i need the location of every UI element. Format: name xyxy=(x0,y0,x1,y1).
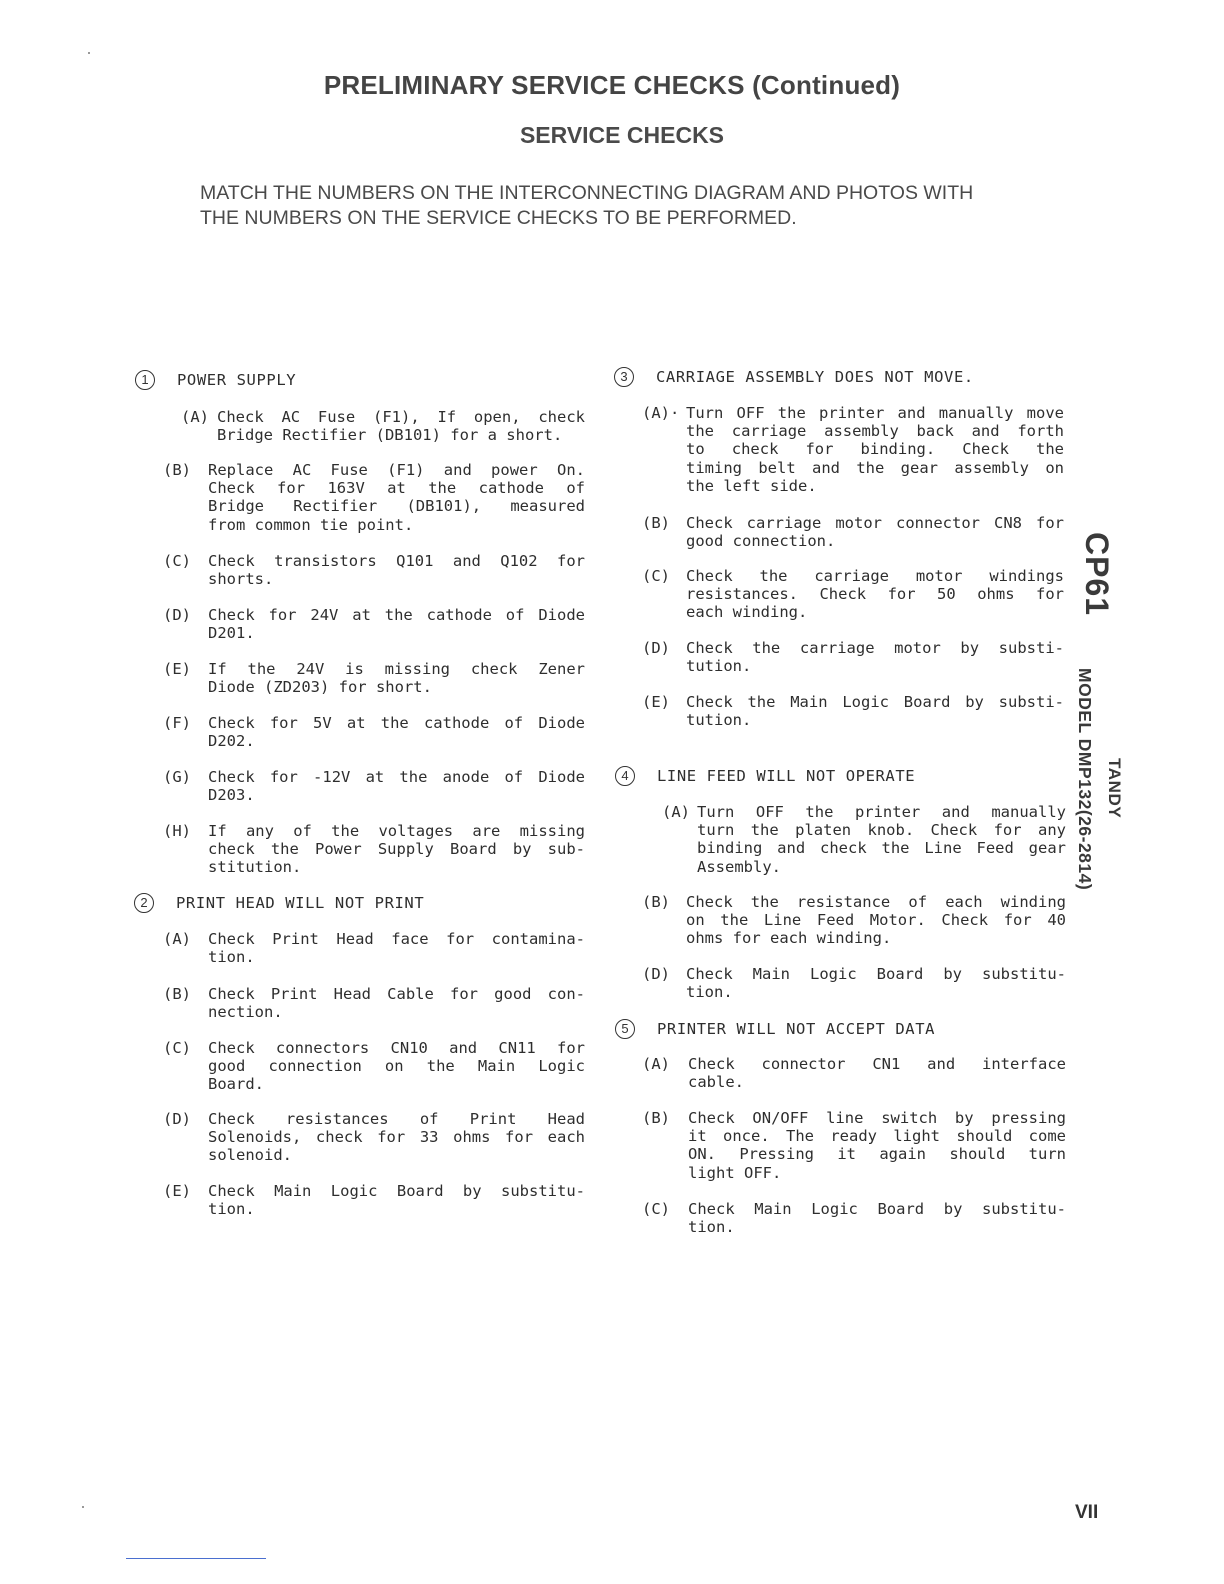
check-item-line: Check for 163V at the cathode of xyxy=(208,479,585,498)
side-brand-label: TANDY xyxy=(1105,758,1124,819)
check-item-line: binding and check the Line Feed gear xyxy=(697,839,1066,858)
check-item-text xyxy=(686,693,1064,729)
check-item-text xyxy=(208,461,585,534)
check-item-label: (A) xyxy=(181,408,209,426)
section-heading xyxy=(615,1019,935,1039)
section-number-badge: 1 xyxy=(135,370,155,390)
check-item-label: (A)· xyxy=(642,404,680,422)
check-item-line: check the Power Supply Board by sub- xyxy=(208,840,585,859)
page-number: VII xyxy=(1075,1502,1099,1523)
check-item-text xyxy=(686,404,1064,495)
check-item-line: stitution. xyxy=(208,858,302,877)
section-title: POWER SUPPLY xyxy=(177,370,297,389)
scan-speck xyxy=(88,52,90,54)
footer-rule xyxy=(126,1558,266,1559)
check-item-line: Check connector CN1 and interface xyxy=(688,1055,1066,1073)
check-item-text xyxy=(686,893,1066,948)
check-item-label: (A) xyxy=(662,803,690,821)
check-item-label: (A) xyxy=(163,930,191,948)
check-item-label: (D) xyxy=(642,639,670,657)
check-item-line: D202. xyxy=(208,732,255,751)
section-heading xyxy=(614,367,974,387)
check-item-label: (C) xyxy=(163,552,191,570)
check-item-line: solenoid. xyxy=(208,1146,292,1165)
scan-speck xyxy=(82,1506,84,1508)
check-item-label: (D) xyxy=(163,606,191,624)
check-item-line: to check for binding. Check the xyxy=(686,440,1064,459)
check-item-label: (B) xyxy=(163,461,191,479)
intro-line: MATCH THE NUMBERS ON THE INTERCONNECTING DIAGRAM AND PHOTOS WITH xyxy=(200,182,974,204)
check-item-line: If any of the voltages are missing xyxy=(208,822,585,840)
check-item-line: tion. xyxy=(688,1218,735,1237)
check-item-label: (A) xyxy=(642,1055,670,1073)
check-item-line: tution. xyxy=(686,657,752,676)
check-item-label: (F) xyxy=(163,714,191,732)
section-title: PRINT HEAD WILL NOT PRINT xyxy=(176,893,425,912)
check-item-line: Bridge Rectifier (DB101), measured xyxy=(208,497,585,516)
check-item-line: tution. xyxy=(686,711,752,730)
side-code-label: CP61 xyxy=(1079,532,1115,617)
check-item-line: Check connectors CN10 and CN11 for xyxy=(208,1039,585,1057)
check-item-label: (G) xyxy=(163,768,191,786)
check-item-line: Check transistors Q101 and Q102 for xyxy=(208,552,585,570)
check-item-text xyxy=(688,1055,1066,1091)
page-title: PRELIMINARY SERVICE CHECKS (Continued) xyxy=(323,70,901,100)
check-item-line: light OFF. xyxy=(688,1163,782,1182)
section-title: LINE FEED WILL NOT OPERATE xyxy=(657,766,916,785)
check-item-line: D201. xyxy=(208,624,255,643)
check-item-line: the carriage assembly back and forth xyxy=(686,422,1064,441)
check-item-label: (D) xyxy=(163,1110,191,1128)
check-item-text xyxy=(686,567,1064,622)
check-item-text xyxy=(208,822,585,877)
check-item-line: Check for -12V at the anode of Diode xyxy=(208,768,585,786)
check-item-label: (D) xyxy=(642,965,670,983)
check-item-text xyxy=(208,660,585,696)
check-item-label: (B) xyxy=(642,514,670,532)
check-item-line: good connection on the Main Logic xyxy=(208,1057,585,1076)
check-item-line: it once. The ready light should come xyxy=(688,1127,1066,1146)
check-item-label: (E) xyxy=(642,693,670,711)
check-item-label: (C) xyxy=(642,567,670,585)
check-item-text xyxy=(686,639,1064,675)
section-heading xyxy=(134,893,424,913)
section-number-badge: 2 xyxy=(134,893,154,913)
section-heading xyxy=(135,370,296,390)
check-item-text xyxy=(208,1039,585,1094)
check-item-text xyxy=(208,606,585,642)
check-item-line: tion. xyxy=(686,983,733,1002)
check-item-line: Check the Main Logic Board by substi- xyxy=(686,693,1064,711)
check-item-text xyxy=(688,1200,1066,1236)
check-item-line: Check for 5V at the cathode of Diode xyxy=(208,714,585,732)
check-item-text xyxy=(686,965,1066,1001)
section-heading xyxy=(615,766,915,786)
check-item-text xyxy=(208,930,585,966)
check-item-line: turn the platen knob. Check for any xyxy=(697,821,1066,840)
check-item-line: Replace AC Fuse (F1) and power On. xyxy=(208,461,585,479)
check-item-text xyxy=(208,985,585,1021)
check-item-label: (C) xyxy=(642,1200,670,1218)
check-item-text xyxy=(217,408,585,444)
check-item-line: resistances. Check for 50 ohms for xyxy=(686,585,1064,604)
intro-line: THE NUMBERS ON THE SERVICE CHECKS TO BE PERFORMED. xyxy=(200,207,797,229)
check-item-line: cable. xyxy=(688,1073,744,1092)
check-item-line: Check Print Head face for contamina- xyxy=(208,930,585,948)
check-item-line: Check resistances of Print Head xyxy=(208,1110,585,1128)
check-item-line: Check the resistance of each winding xyxy=(686,893,1066,911)
check-item-text xyxy=(697,803,1066,876)
page-subtitle: SERVICE CHECKS xyxy=(519,122,725,148)
intro-paragraph xyxy=(200,181,1020,231)
check-item-line: Check the carriage motor windings xyxy=(686,567,1064,585)
check-item-text xyxy=(208,714,585,750)
check-item-line: Check Main Logic Board by substitu- xyxy=(686,965,1066,983)
check-item-line: timing belt and the gear assembly on xyxy=(686,458,1064,477)
check-item-text xyxy=(208,552,585,588)
check-item-line: ON. Pressing it again should turn xyxy=(688,1145,1066,1164)
check-item-line: Solenoids, check for 33 ohms for each xyxy=(208,1128,585,1147)
check-item-line: D203. xyxy=(208,786,255,805)
check-item-line: good connection. xyxy=(686,532,836,551)
check-item-line: Check carriage motor connector CN8 for xyxy=(686,514,1064,532)
section-number-badge: 4 xyxy=(615,766,635,786)
check-item-line: Bridge Rectifier (DB101) for a short. xyxy=(217,426,563,445)
section-title: CARRIAGE ASSEMBLY DOES NOT MOVE. xyxy=(656,367,974,386)
check-item-line: from common tie point. xyxy=(208,515,414,534)
check-item-line: Diode (ZD203) for short. xyxy=(208,678,432,697)
check-item-line: ohms for each winding. xyxy=(686,929,892,948)
check-item-line: on the Line Feed Motor. Check for 40 xyxy=(686,911,1066,930)
section-title: PRINTER WILL NOT ACCEPT DATA xyxy=(657,1019,936,1038)
check-item-line: the left side. xyxy=(686,476,817,495)
check-item-line: Check Main Logic Board by substitu- xyxy=(208,1182,585,1200)
check-item-label: (B) xyxy=(163,985,191,1003)
check-item-line: tion. xyxy=(208,1200,255,1219)
check-item-line: Check for 24V at the cathode of Diode xyxy=(208,606,585,624)
section-number-badge: 5 xyxy=(615,1019,635,1039)
check-item-line: Turn OFF the printer and manually xyxy=(697,803,1066,821)
check-item-line: Board. xyxy=(208,1075,264,1094)
check-item-text xyxy=(208,768,585,804)
check-item-line: Check Print Head Cable for good con- xyxy=(208,985,585,1003)
check-item-label: (E) xyxy=(163,1182,191,1200)
check-item-text xyxy=(688,1109,1066,1182)
check-item-line: Check AC Fuse (F1), If open, check xyxy=(217,408,585,426)
check-item-label: (B) xyxy=(642,893,670,911)
check-item-label: (H) xyxy=(163,822,191,840)
check-item-text xyxy=(208,1110,585,1165)
check-item-line: Check Main Logic Board by substitu- xyxy=(688,1200,1066,1218)
check-item-line: shorts. xyxy=(208,570,274,589)
check-item-line: Check ON/OFF line switch by pressing xyxy=(688,1109,1066,1127)
side-model-label: MODEL DMP132(26-2814) xyxy=(1075,668,1095,891)
check-item-label: (E) xyxy=(163,660,191,678)
section-number-badge: 3 xyxy=(614,367,634,387)
check-item-line: Check the carriage motor by substi- xyxy=(686,639,1064,657)
check-item-line: Assembly. xyxy=(697,857,781,876)
check-item-text xyxy=(686,514,1064,550)
check-item-text xyxy=(208,1182,585,1218)
check-item-line: Turn OFF the printer and manually move xyxy=(686,404,1064,422)
check-item-line: tion. xyxy=(208,948,255,967)
check-item-line: nection. xyxy=(208,1003,283,1022)
check-item-label: (B) xyxy=(642,1109,670,1127)
check-item-line: If the 24V is missing check Zener xyxy=(208,660,585,678)
check-item-label: (C) xyxy=(163,1039,191,1057)
check-item-line: each winding. xyxy=(686,603,808,622)
